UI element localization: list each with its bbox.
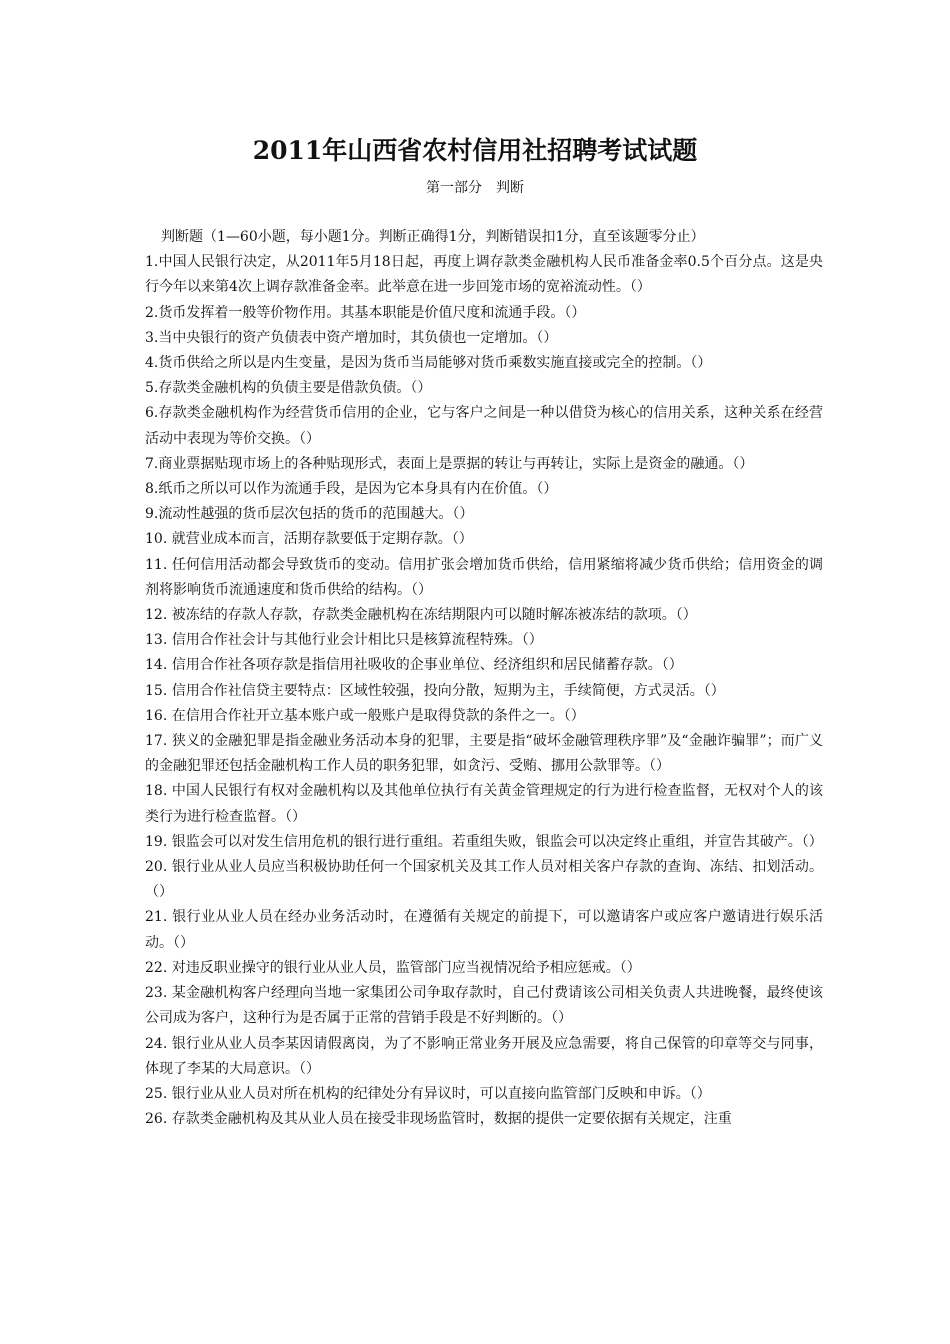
question-item: 17. 狭义的金融犯罪是指金融业务活动本身的犯罪，主要是指“破坏金融管理秩序罪”及“金融诈骗罪”；而广义的金融犯罪还包括金融机构工作人员的职务犯罪，如贪污、受贿、挪用公款罪等。（）: [145, 733, 823, 775]
question-item: 12. 被冻结的存款人存款，存款类金融机构在冻结期限内可以随时解冻被冻结的款项。（）: [145, 607, 697, 624]
question-item: 15. 信用合作社信贷主要特点：区域性较强，投向分散，短期为主，手续简便，方式灵活。（）: [145, 682, 725, 699]
question-item: 7.商业票据贴现市场上的各种贴现形式，表面上是票据的转让与再转让，实际上是资金的融通。（）: [145, 455, 754, 472]
question-item: 21. 银行业从业人员在经办业务活动时，在遵循有关规定的前提下，可以邀请客户或应客户邀请进行娱乐活动。（）: [145, 909, 823, 951]
question-item: 26. 存款类金融机构及其从业人员在接受非现场监管时，数据的提供一定要依据有关规定，注重: [145, 1111, 732, 1128]
question-item: 19. 银监会可以对发生信用危机的银行进行重组。若重组失败，银监会可以决定终止重组，并宣告其破产。（）: [145, 833, 823, 850]
question-list: [145, 225, 823, 1132]
question-item: 25. 银行业从业人员对所在机构的纪律处分有异议时，可以直接向监管部门反映和申诉。（）: [145, 1085, 711, 1102]
question-item: 18. 中国人民银行有权对金融机构以及其他单位执行有关黄金管理规定的行为进行检查监督，无权对个人的该类行为进行检查监督。（）: [145, 783, 823, 825]
question-item: 1.中国人民银行决定，从2011年5月18日起，再度上调存款类金融机构人民币准备金率0.5个百分点。这是央行今年以来第4次上调存款准备金率。此举意在进一步回笼市场的宽裕流动性。（）: [145, 254, 823, 296]
question-item: 23. 某金融机构客户经理向当地一家集团公司争取存款时，自己付费请该公司相关负责人共进晚餐，最终使该公司成为客户，这种行为是否属于正常的营销手段是不好判断的。（）: [145, 985, 823, 1027]
question-item: 22. 对违反职业操守的银行业从业人员，监管部门应当视情况给予相应惩戒。（）: [145, 959, 641, 976]
question-item: 3.当中央银行的资产负债表中资产增加时，其负债也一定增加。（）: [145, 329, 558, 346]
question-item: 6.存款类金融机构作为经营货币信用的企业，它与客户之间是一种以借贷为核心的信用关系，这种关系在经营活动中表现为等价交换。（）: [145, 405, 823, 447]
question-item: 10. 就营业成本而言，活期存款要低于定期存款。（）: [145, 531, 473, 548]
question-item: 16. 在信用合作社开立基本账户或一般账户是取得贷款的条件之一。（）: [145, 707, 585, 724]
question-item: 13. 信用合作社会计与其他行业会计相比只是核算流程特殊。（）: [145, 632, 543, 649]
question-item: 20. 银行业从业人员应当积极协助任何一个国家机关及其工作人员对相关客户存款的查询、冻结、扣划活动。（）: [145, 859, 823, 901]
question-item: 9.流动性越强的货币层次包括的货币的范围越大。（）: [145, 506, 474, 523]
question-item: 5.存款类金融机构的负债主要是借款负债。（）: [145, 380, 432, 397]
document-title: 2011年山西省农村信用社招聘考试试题: [252, 136, 698, 165]
question-item: 2.货币发挥着一般等价物作用。其基本职能是价值尺度和流通手段。（）: [145, 304, 586, 321]
question-item: 14. 信用合作社各项存款是指信用社吸收的企事业单位、经济组织和居民储蓄存款。（）: [145, 657, 683, 674]
question-item: 8.纸币之所以可以作为流通手段，是因为它本身具有内在价值。（）: [145, 481, 558, 498]
question-item: 11. 任何信用活动都会导致货币的变动。信用扩张会增加货币供给，信用紧缩将减少货币供给；信用资金的调剂将影响货币流通速度和货币供给的结构。（）: [145, 556, 823, 598]
question-item: 4.货币供给之所以是内生变量，是因为货币当局能够对货币乘数实施直接或完全的控制。（）: [145, 355, 712, 372]
instruction-text: 判断题（1—60小题，每小题1分。判断正确得1分，判断错误扣1分，直至该题零分止）: [161, 229, 705, 245]
section-heading: 第一部分 判断: [426, 180, 524, 196]
question-item: 24. 银行业从业人员李某因请假离岗，为了不影响正常业务开展及应急需要，将自己保管的印章等交与同事，体现了李某的大局意识。（）: [145, 1035, 823, 1077]
